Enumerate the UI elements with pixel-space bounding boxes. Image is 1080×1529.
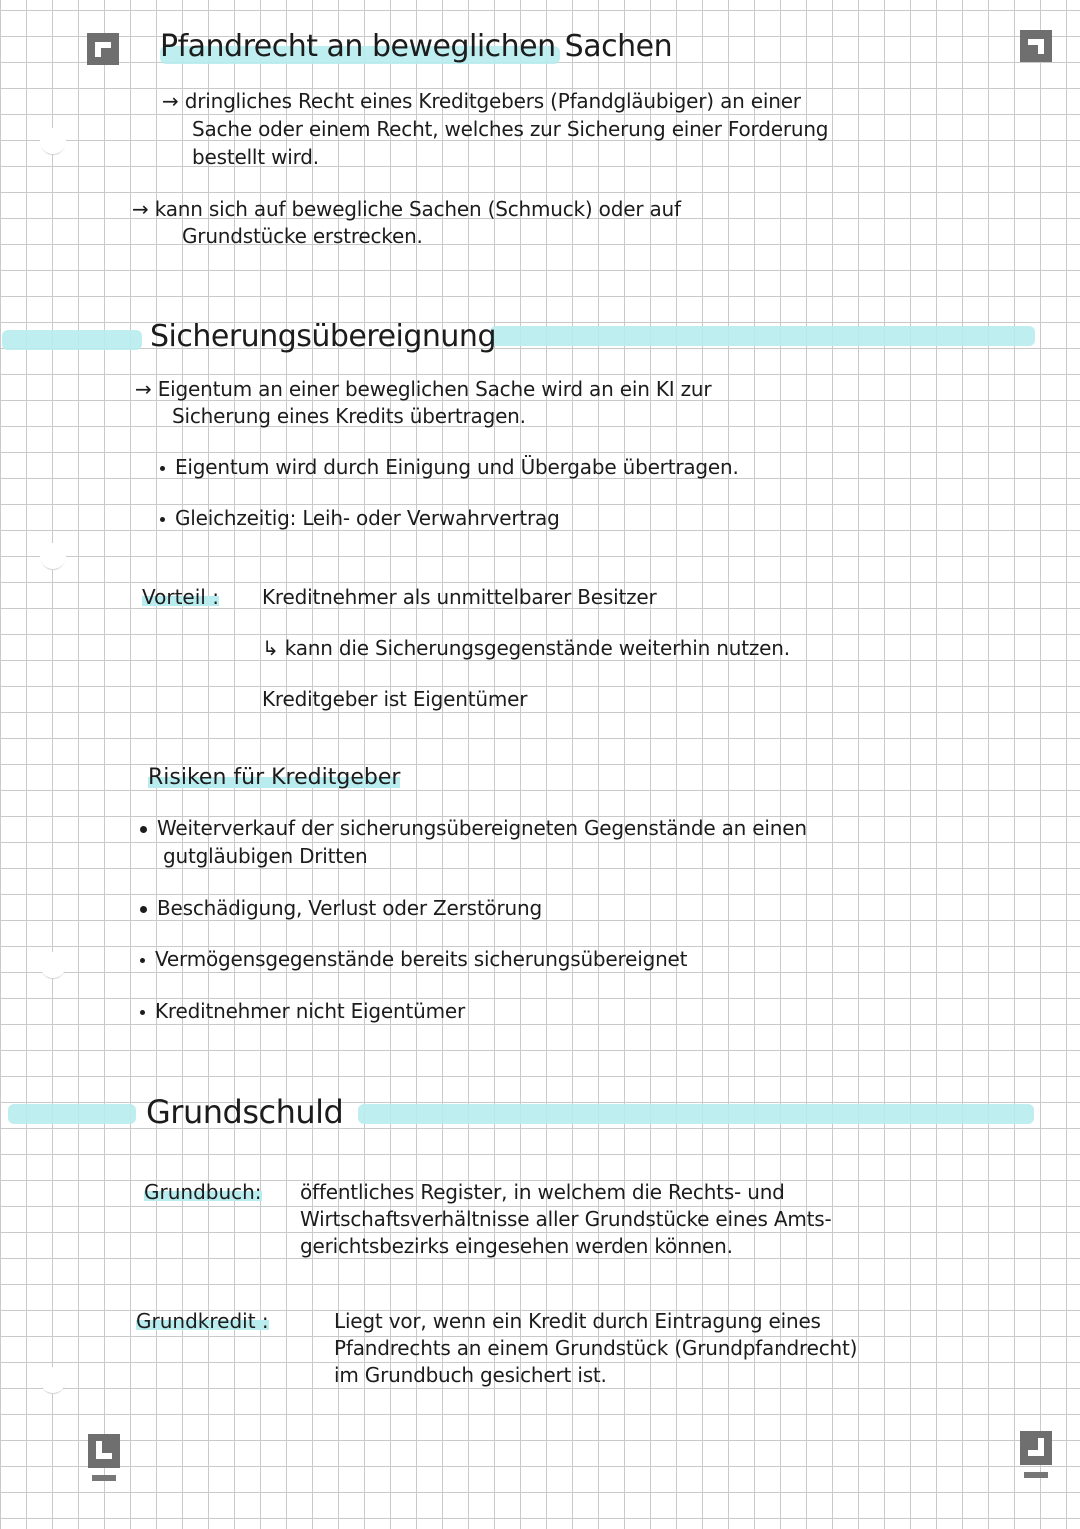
section-title-grundschuld: Grundschuld: [146, 1093, 344, 1131]
text-line: Kreditgeber ist Eigentümer: [262, 687, 528, 711]
punch-hole-1: [40, 128, 66, 154]
highlight-bar-right-2: [490, 326, 1035, 346]
bullet-item: [160, 508, 560, 528]
risk-text: Weiterverkauf der sicherungsübereigneten Gegenstände an einen: [157, 816, 807, 840]
section-title-pfandrecht: Pfandrecht an beweglichen Sachen: [160, 29, 673, 64]
marker-bar-bottom-left: [92, 1475, 116, 1481]
text-line: Wirtschaftsverhältnisse aller Grundstücke eines Amts-: [300, 1207, 832, 1231]
bullet-text: Eigentum wird durch Einigung und Übergabe übertragen.: [175, 455, 739, 479]
risk-item: [140, 949, 687, 969]
corner-marker-bottom-right-icon: [1020, 1431, 1052, 1465]
punch-hole-2: [40, 543, 66, 569]
text-line: Grundstücke erstrecken.: [182, 224, 423, 248]
grundbuch-label: Grundbuch:: [144, 1180, 262, 1204]
text-line: Liegt vor, wenn ein Kredit durch Eintragung eines: [334, 1309, 821, 1333]
grundkredit-label: Grundkredit :: [136, 1309, 269, 1333]
text-line: öffentliches Register, in welchem die Rechts- und: [300, 1180, 785, 1204]
highlight-bar-left-3: [8, 1104, 136, 1124]
corner-marker-top-right-icon: [1020, 30, 1052, 62]
marker-bar-bottom-right: [1024, 1472, 1048, 1478]
risk-item: [140, 898, 542, 918]
risk-text: Kreditnehmer nicht Eigentümer: [155, 999, 466, 1023]
punch-hole-4: [40, 1367, 66, 1393]
section-title-sicherungsuebereignung: Sicherungsübereignung: [150, 319, 496, 354]
text-line: ↳ kann die Sicherungsgegenstände weiterhin nutzen.: [262, 636, 790, 660]
vorteil-label: Vorteil :: [142, 585, 219, 609]
text-line: gerichtsbezirks eingesehen werden können.: [300, 1234, 733, 1258]
text-line: → dringliches Recht eines Kreditgebers (Pfandgläubiger) an einer: [162, 89, 801, 113]
bullet-item: [160, 457, 739, 477]
text-line: im Grundbuch gesichert ist.: [334, 1363, 607, 1387]
highlight-bar-right-3: [358, 1104, 1034, 1124]
text-line: Sache oder einem Recht, welches zur Sicherung einer Forderung: [192, 117, 829, 141]
risk-item: [140, 1001, 465, 1021]
risk-text: Vermögensgegenstände bereits sicherungsübereignet: [155, 947, 688, 971]
risk-item: [140, 818, 807, 838]
corner-marker-bottom-left-icon: [88, 1434, 120, 1468]
text-line: Kreditnehmer als unmittelbarer Besitzer: [262, 585, 657, 609]
text-line: Pfandrechts an einem Grundstück (Grundpfandrecht): [334, 1336, 858, 1360]
risiken-heading: Risiken für Kreditgeber: [148, 765, 401, 790]
highlight-bar-left-2: [2, 330, 142, 350]
corner-marker-top-left-icon: [87, 33, 119, 65]
bullet-text: Gleichzeitig: Leih- oder Verwahrvertrag: [175, 506, 560, 530]
text-line: gutgläubigen Dritten: [163, 844, 368, 868]
text-line: → kann sich auf bewegliche Sachen (Schmuck) oder auf: [132, 197, 681, 221]
page-margin: [80, 0, 130, 1529]
text-line: → Eigentum an einer beweglichen Sache wird an ein KI zur: [135, 377, 712, 401]
risk-text: Beschädigung, Verlust oder Zerstörung: [157, 896, 543, 920]
text-line: bestellt wird.: [192, 145, 319, 169]
text-line: Sicherung eines Kredits übertragen.: [172, 404, 526, 428]
punch-hole-3: [40, 952, 66, 978]
